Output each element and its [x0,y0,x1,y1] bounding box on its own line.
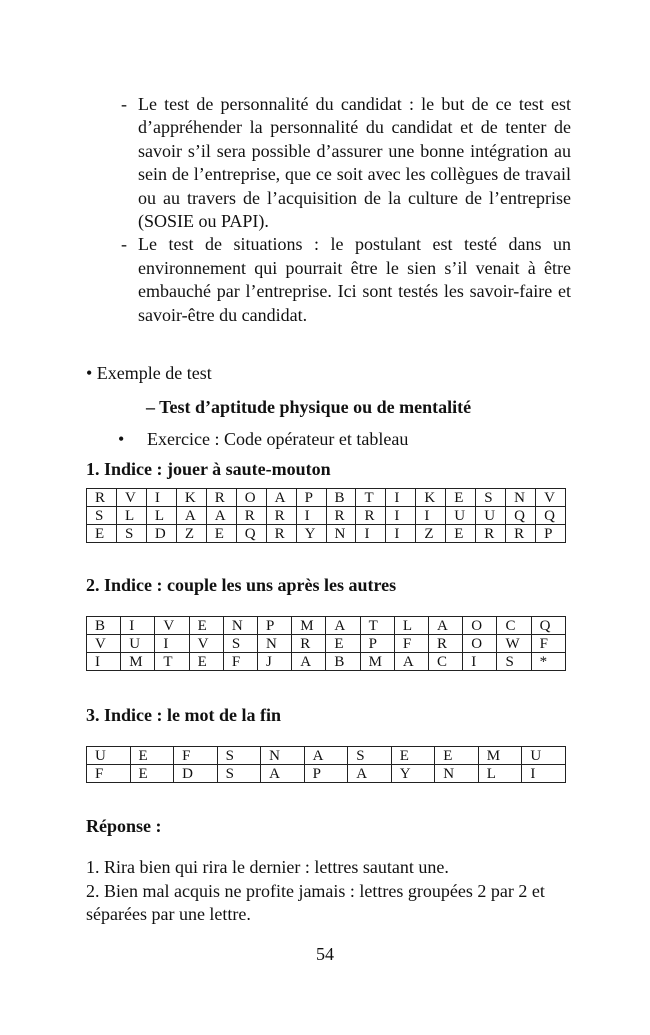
grid-cell: A [292,653,326,671]
grid-cell: F [531,635,565,653]
grid-cell: D [146,525,176,543]
grid-cell: I [386,489,416,507]
grid-cell: V [189,635,223,653]
test-title: – Test d’aptitude physique ou de mentalité [146,397,472,417]
grid-cell: M [478,747,522,765]
grid-row [87,747,566,765]
grid-cell: P [258,617,292,635]
grid-row [87,525,566,543]
grid-cell: Y [296,525,326,543]
grid-cell: R [476,525,506,543]
grid-cell: O [463,617,497,635]
grid-cell: D [174,765,218,783]
grid-cell: T [356,489,386,507]
grid-cell: M [360,653,394,671]
grid-cell: U [87,747,131,765]
clue-2: 2. Indice : couple les uns après les autres [86,575,397,595]
grid-cell: R [236,507,266,525]
grid-cell: I [121,617,155,635]
grid-cell: M [292,617,326,635]
grid-cell: A [261,765,305,783]
grid-cell: U [522,747,566,765]
grid-cell: E [326,635,360,653]
exercise-bullet: • [118,429,125,449]
grid-cell: N [258,635,292,653]
page-number: 54 [316,944,334,964]
grid-cell: N [326,525,356,543]
bullet-item-situation-test [121,233,571,327]
grid-row [87,653,566,671]
grid-cell: Q [236,525,266,543]
bullet-dash: - [121,94,127,114]
grid-cell: K [176,489,206,507]
bullet-list [121,93,571,327]
answer-1: 1. Rira bien qui rira le dernier : lettres sautant une. [86,857,449,877]
grid-cell: V [155,617,189,635]
grid-cell: S [217,765,261,783]
grid-cell: T [155,653,189,671]
grid-cell: B [326,489,356,507]
grid-cell: E [130,765,174,783]
grid-cell: U [476,507,506,525]
grid-cell: N [435,765,479,783]
grid-row [87,489,566,507]
grid-cell: A [304,747,348,765]
grid-cell: A [176,507,206,525]
grid-row [87,765,566,783]
grid-cell: * [531,653,565,671]
grid-cell: P [304,765,348,783]
grid-cell: B [326,653,360,671]
grid-cell: K [416,489,446,507]
grid-row [87,617,566,635]
grid-cell: V [87,635,121,653]
grid-cell: R [506,525,536,543]
grid-cell: I [386,507,416,525]
grid-cell: C [429,653,463,671]
grid-cell: I [87,653,121,671]
grid-cell: V [536,489,566,507]
grid-cell: J [258,653,292,671]
grid-cell: W [497,635,531,653]
grid-cell: I [463,653,497,671]
grid-cell: S [497,653,531,671]
letter-grid-2 [86,616,566,671]
grid-cell: R [266,507,296,525]
grid-cell: F [223,653,257,671]
grid-cell: S [348,747,392,765]
letter-grid-1 [86,488,566,543]
grid-cell: A [394,653,428,671]
grid-cell: S [476,489,506,507]
grid-cell: R [87,489,117,507]
grid-cell: A [348,765,392,783]
grid-cell: A [206,507,236,525]
grid-cell: P [360,635,394,653]
grid-cell: Q [531,617,565,635]
grid-cell: M [121,653,155,671]
grid-cell: Z [416,525,446,543]
grid-cell: L [146,507,176,525]
grid-cell: P [296,489,326,507]
grid-cell: S [87,507,117,525]
grid-row [87,507,566,525]
grid-cell: I [522,765,566,783]
grid-cell: N [261,747,305,765]
grid-cell: I [296,507,326,525]
grid-cell: N [506,489,536,507]
clue-1: 1. Indice : jouer à saute-mouton [86,459,331,479]
grid-cell: A [266,489,296,507]
grid-cell: F [394,635,428,653]
grid-cell: V [116,489,146,507]
grid-cell: A [429,617,463,635]
example-heading: • Exemple de test [86,363,212,383]
grid-cell: U [121,635,155,653]
grid-cell: A [326,617,360,635]
grid-cell: S [223,635,257,653]
grid-cell: I [146,489,176,507]
bullet-text: Le test de situations : le postulant est testé dans un environnement qui pourrait être le sien s’il venait à être embauché par l’entreprise. Ici sont testés les savoir-faire et savoir-être du candidat. [138,234,571,325]
grid-cell: I [155,635,189,653]
grid-cell: I [416,507,446,525]
grid-cell: F [87,765,131,783]
grid-cell: R [356,507,386,525]
grid-cell: E [189,617,223,635]
grid-cell: S [116,525,146,543]
letter-grid-3 [86,746,566,783]
grid-cell: Y [391,765,435,783]
answer-2: 2. Bien mal acquis ne profite jamais : lettres groupées 2 par 2 et séparées par une lettre. [86,881,545,924]
grid-cell: E [435,747,479,765]
grid-cell: C [497,617,531,635]
bullet-text: Le test de personnalité du candidat : le but de ce test est d’appréhender la personnalité du candidat et de tenter de savoir s’il sera possible d’assurer une bonne intégration au sein de l’entreprise, que ce soit avec les collègues de travail ou au travers de l’acquisition de la culture de l’entreprise (SOSIE ou PAPI). [138,94,571,232]
grid-cell: Q [536,507,566,525]
exercise-label: Exercice : Code opérateur et tableau [147,429,409,449]
grid-cell: F [174,747,218,765]
bullet-dash: - [121,234,127,255]
grid-row [87,635,566,653]
grid-cell: T [360,617,394,635]
grid-cell: U [446,507,476,525]
grid-cell: I [356,525,386,543]
grid-cell: E [446,525,476,543]
grid-cell: E [446,489,476,507]
grid-cell: E [189,653,223,671]
clue-3: 3. Indice : le mot de la fin [86,705,281,725]
grid-cell: E [206,525,236,543]
answer-heading: Réponse : [86,816,162,836]
grid-cell: R [292,635,326,653]
grid-cell: E [391,747,435,765]
grid-cell: O [236,489,266,507]
grid-cell: R [206,489,236,507]
bullet-item-personality-test [121,93,571,233]
grid-cell: E [130,747,174,765]
grid-cell: O [463,635,497,653]
grid-cell: Q [506,507,536,525]
grid-cell: N [223,617,257,635]
grid-cell: R [326,507,356,525]
grid-cell: Z [176,525,206,543]
grid-cell: R [266,525,296,543]
grid-cell: P [536,525,566,543]
grid-cell: S [217,747,261,765]
grid-cell: R [429,635,463,653]
grid-cell: I [386,525,416,543]
grid-cell: L [394,617,428,635]
grid-cell: L [116,507,146,525]
grid-cell: B [87,617,121,635]
grid-cell: L [478,765,522,783]
grid-cell: E [87,525,117,543]
